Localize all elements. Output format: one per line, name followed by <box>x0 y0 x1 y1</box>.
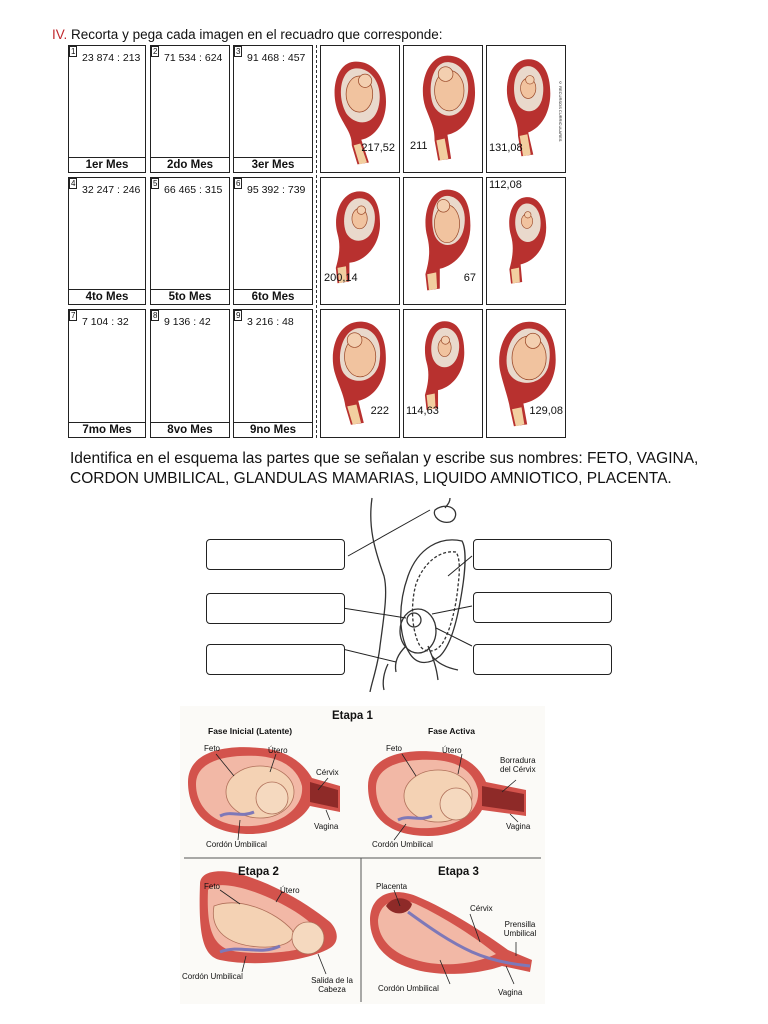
label-box-2[interactable] <box>206 593 345 624</box>
fetus-card-1[interactable] <box>320 45 400 173</box>
fetus-illustration <box>404 310 481 436</box>
month-cell-8[interactable] <box>150 309 230 438</box>
fetus-illustration <box>487 178 564 303</box>
label-feto: Feto <box>204 744 221 753</box>
division-problem: 7 104 : 32 <box>82 316 129 328</box>
fetus-illustration <box>404 178 481 303</box>
image-value: 200,14 <box>324 272 358 284</box>
month-label: 5to Mes <box>151 289 229 304</box>
label-utero: Útero <box>268 746 288 755</box>
vagina-outline <box>395 646 406 672</box>
watermark: © RECURSOS CURRICULARES <box>558 80 563 142</box>
cell-number: 1 <box>71 47 76 56</box>
fetus-card-7[interactable] <box>320 309 400 438</box>
cell-number: 4 <box>71 179 76 188</box>
division-problem: 66 465 : 315 <box>164 184 223 196</box>
fase-inicial-title: Fase Inicial (Latente) <box>208 726 293 736</box>
fetus-illustration <box>321 178 398 303</box>
stage2-uterus <box>200 871 337 963</box>
fetus-card-8[interactable] <box>403 309 483 438</box>
etapa3-title: Etapa 3 <box>438 866 479 878</box>
image-value: 129,08 <box>529 405 563 417</box>
month-label: 8vo Mes <box>151 422 229 437</box>
month-label: 3er Mes <box>234 157 312 172</box>
stage1-latent-uterus <box>188 747 340 834</box>
labor-stages-illustrations <box>180 706 545 1004</box>
fetus-illustration <box>404 46 481 171</box>
cell-number: 6 <box>236 179 241 188</box>
fetus-illustration <box>487 310 564 436</box>
division-problem: 23 874 : 213 <box>82 52 141 64</box>
label-cervix: Cérvix <box>316 768 339 777</box>
cell-number: 2 <box>153 47 158 56</box>
month-label: 1er Mes <box>69 157 145 172</box>
image-value: 222 <box>370 405 389 417</box>
label-cervix-3: Cérvix <box>470 904 493 913</box>
month-cell-7[interactable] <box>68 309 146 438</box>
image-value: 112,08 <box>489 179 522 191</box>
label-cordon: Cordón Umbilical <box>206 840 267 849</box>
image-value: 114,63 <box>406 405 439 417</box>
label-salida: Salida de la Cabeza <box>311 976 353 994</box>
instruction-text: Recorta y pega cada imagen en el recuadro que corresponde: <box>71 27 443 42</box>
month-label: 4to Mes <box>69 289 145 304</box>
month-cell-9[interactable] <box>233 309 313 438</box>
label-box-3[interactable] <box>206 644 345 675</box>
label-utero-3: Útero <box>280 886 300 895</box>
label-utero-2: Útero <box>442 746 462 755</box>
division-problem: 3 216 : 48 <box>247 316 294 328</box>
label-cordon-4: Cordón Umbilical <box>378 984 439 993</box>
cell-number: 9 <box>236 311 241 320</box>
division-problem: 32 247 : 246 <box>82 184 141 196</box>
cell-number: 7 <box>71 311 76 320</box>
labor-stages-figure <box>180 706 545 1004</box>
image-value: 217,52 <box>361 142 395 154</box>
etapa2-title: Etapa 2 <box>238 866 279 878</box>
cell-number: 8 <box>153 311 158 320</box>
month-cell-5[interactable] <box>150 177 230 305</box>
label-prensilla: Prensilla Umbilical <box>503 920 537 938</box>
month-cell-3[interactable] <box>233 45 313 173</box>
label-borradura: Borradura del Cérvix <box>500 756 536 774</box>
label-box-5[interactable] <box>473 592 612 623</box>
fase-activa-title: Fase Activa <box>428 726 475 736</box>
month-cell-4[interactable] <box>68 177 146 305</box>
label-vagina: Vagina <box>314 822 339 831</box>
image-value: 211 <box>410 140 428 152</box>
month-cell-6[interactable] <box>233 177 313 305</box>
cut-line <box>316 45 317 438</box>
month-label: 7mo Mes <box>69 422 145 437</box>
label-feto-3: Feto <box>204 882 221 891</box>
instruction-iv <box>52 27 443 42</box>
month-cell-2[interactable] <box>150 45 230 173</box>
label-box-1[interactable] <box>206 539 345 570</box>
image-value: 131,08 <box>489 142 523 154</box>
month-label: 9no Mes <box>234 422 312 437</box>
fetus-card-6[interactable] <box>486 177 566 305</box>
fetus-card-2[interactable] <box>403 45 483 173</box>
fetus-card-3[interactable] <box>486 45 566 173</box>
image-value: 67 <box>463 272 476 284</box>
body-outline <box>370 498 386 692</box>
fetus-illustration <box>321 310 398 436</box>
fetus-card-9[interactable] <box>486 309 566 438</box>
etapa1-title: Etapa 1 <box>332 710 373 722</box>
label-box-4[interactable] <box>473 539 612 570</box>
fetus-card-5[interactable] <box>403 177 483 305</box>
label-cordon-2: Cordón Umbilical <box>372 840 433 849</box>
label-placenta: Placenta <box>376 882 408 891</box>
month-cell-1[interactable] <box>68 45 146 173</box>
month-label: 6to Mes <box>234 289 312 304</box>
label-vagina-3: Vagina <box>498 988 523 997</box>
breast-outline <box>434 506 455 522</box>
division-problem: 91 468 : 457 <box>247 52 306 64</box>
division-problem: 71 534 : 624 <box>164 52 223 64</box>
label-cordon-3: Cordón Umbilical <box>182 972 243 981</box>
division-problem: 95 392 : 739 <box>247 184 306 196</box>
month-label: 2do Mes <box>151 157 229 172</box>
cell-number: 5 <box>153 179 158 188</box>
label-feto-2: Feto <box>386 744 403 753</box>
instruction-identify-parts: Identifica en el esquema las partes que se señalan y escribe sus nombres: FETO, VAGINA, CORDON UMBILICAL, GLANDULAS MAMARIAS, LIQUIDO AMNIOTICO, PLACENTA. <box>70 450 699 487</box>
label-box-6[interactable] <box>473 644 612 675</box>
cell-number: 3 <box>236 47 241 56</box>
division-problem: 9 136 : 42 <box>164 316 211 328</box>
instruction-number: IV. <box>52 27 68 42</box>
label-vagina-2: Vagina <box>506 822 531 831</box>
fetus-card-4[interactable] <box>320 177 400 305</box>
